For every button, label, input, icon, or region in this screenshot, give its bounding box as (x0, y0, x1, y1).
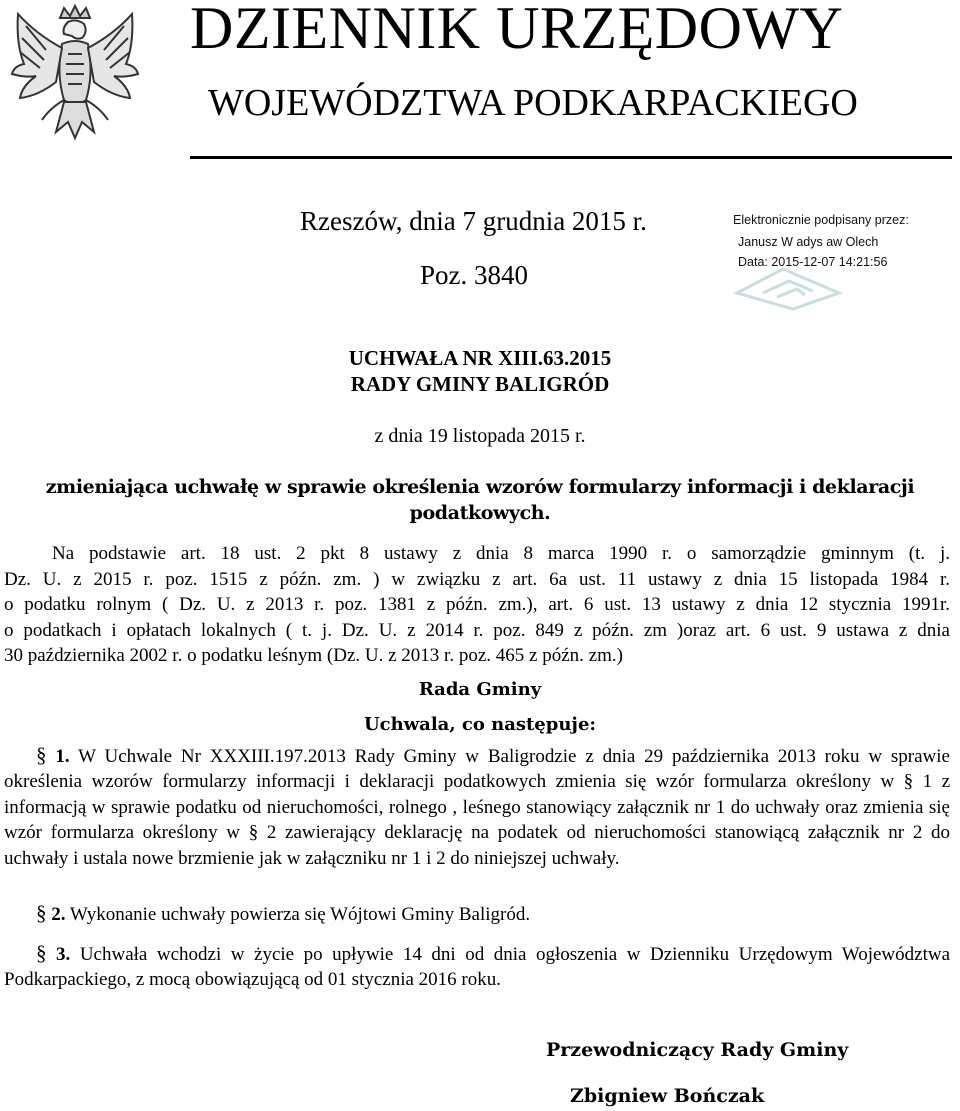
section-text: Uchwała wchodzi w życie po upływie 14 dni od dnia ogłoszenia w Dzienniku Urzędowym Województwa Podkarpackiego, z mocą obowiązującą od 01 stycznia 2016 roku. (4, 944, 950, 991)
section-number: 3. (56, 944, 71, 965)
eagle-emblem-icon (6, 4, 144, 154)
chairman-name: Zbigniew Bończak (570, 1085, 765, 1107)
section-text: Wykonanie uchwały powierza się Wójtowi Gminy Baligród. (69, 904, 531, 925)
legal-basis-line: o podatkach i opłatach lokalnych ( t. j. Dz. U. z 2014 r. poz. 849 z późn. zm )oraz art. 6 ust. 9 ustawa z dnia (4, 619, 950, 641)
section-text: W Uchwale Nr XXXIII.197.2013 Rady Gminy w Baligrodzie z dnia 29 października 2013 roku w sprawie określenia wzorów formularzy informacji i deklaracji podatkowych zmienia się wzór formularza określony w § 1 z informacją w sprawie podatku od nieruchomości, rolnego , leśnego stanowiący załącznik nr 1 do uchwały oraz zmienia się wzór formularza określony w § 2 zawierający deklarację na podatek od nieruchomości stanowiącą załącznik nr 2 do uchwały i ustala nowe brzmienie jak w załączniku nr 1 i 2 do niniejszej uchwały. (4, 746, 950, 869)
council-heading: Rada Gminy (418, 679, 542, 700)
legal-basis-line: Dz. U. z 2015 r. poz. 1515 z późn. zm. ) w związku z art. 6a ust. 11 ustawy z dnia 15 listopada 1984 r. (4, 568, 950, 590)
journal-subtitle: WOJEWÓDZTWA PODKARPACKIEGO (208, 82, 858, 124)
section-symbol: § (36, 941, 47, 965)
signer-name: Janusz W adys aw Olech (738, 235, 879, 249)
legal-basis-line: 30 października 2002 r. o podatku leśnym (Dz. U. z 2013 r. poz. 465 z późn. zm.) (4, 645, 623, 666)
signature-label: Elektronicznie podpisany przez: (733, 213, 909, 227)
section-number: 2. (51, 904, 66, 925)
resolution-issuer: RADY GMINY BALIGRÓD (350, 372, 610, 396)
header-divider (190, 156, 952, 159)
section-symbol: § (36, 743, 47, 767)
section-2 (4, 901, 950, 927)
section-3 (4, 941, 950, 993)
section-symbol: § (36, 901, 47, 925)
resolution-number: UCHWAŁA NR XIII.63.2015 (348, 346, 612, 370)
legal-basis-line: Na podstawie art. 18 ust. 2 pkt 8 ustawy z dnia 8 marca 1990 r. o samorządzie gminnym (t. j. (52, 543, 950, 564)
chairman-title: Przewodniczący Rady Gminy (546, 1039, 849, 1061)
section-1 (4, 743, 950, 871)
signature-date: Data: 2015-12-07 14:21:56 (738, 255, 888, 269)
section-number: 1. (55, 746, 70, 767)
signature-watermark-icon (733, 263, 843, 313)
resolution-date: z dnia 19 listopada 2015 r. (374, 425, 586, 447)
electronic-signature (733, 213, 953, 313)
journal-title: DZIENNIK URZĘDOWY (190, 0, 844, 61)
publication-date: Rzeszów, dnia 7 grudnia 2015 r. (300, 206, 647, 236)
legal-basis (4, 541, 950, 669)
resolves-heading: Uchwala, co następuje: (363, 714, 597, 735)
resolution-subject: zmieniająca uchwałę w sprawie określenia wzorów formularzy informacji i deklaracji podatkowych. (45, 476, 915, 524)
legal-basis-line: o podatku rolnym ( Dz. U. z 2013 r. poz. 1381 z późn. zm.), art. 6 ust. 13 ustawy z dnia 12 stycznia 1991r. (4, 594, 950, 615)
position-number: Poz. 3840 (420, 260, 528, 290)
